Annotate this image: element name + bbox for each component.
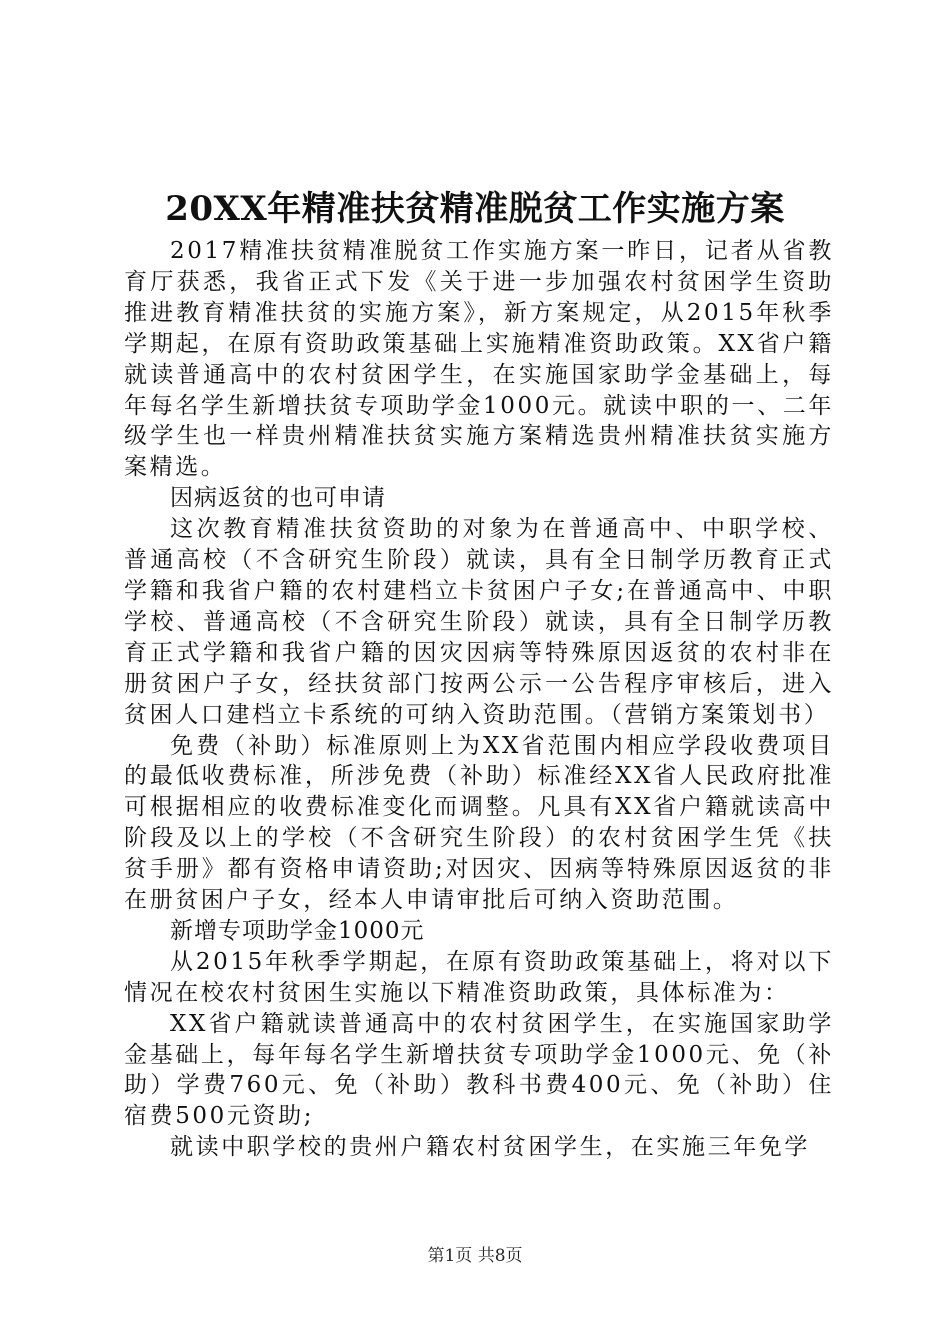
paragraph-vocational-aid: 就读中职学校的贵州户籍农村贫困学生，在实施三年免学 xyxy=(170,1134,810,1161)
section-heading-new-grant: 新增专项助学金1000元 xyxy=(170,917,425,944)
paragraph-fee-exemption-standard: 免费（补助）标准原则上为XX省范围内相应学段收费项目的最低收费标准，所涉免费（补助）标准经XX省人民政府批准可根据相应的收费标准变化而调整。凡具有XX省户籍就读高中阶段及以上的学校（不含研究生阶段）的农村贫困学生凭《扶贫手册》都有资格申请资助;对因灾、因病等特殊原因返贫的非在册贫困户子女，经本人申请审批后可纳入资助范围。 xyxy=(124,732,834,914)
page-number-footer: 第1页 共8页 xyxy=(427,1246,523,1266)
paragraph-high-school-aid: XX省户籍就读普通高中的农村贫困学生，在实施国家助学金基础上，每年每名学生新增扶贫专项助学金1000元、免（补助）学费760元、免（补助）教科书费400元、免（补助）住宿费500元资助; xyxy=(124,1010,834,1130)
section-heading-illness-poverty: 因病返贫的也可申请 xyxy=(170,485,386,512)
document-title: 20XX年精准扶贫精准脱贫工作实施方案 xyxy=(165,189,785,229)
document-body xyxy=(124,236,834,1163)
paragraph-eligible-recipients: 这次教育精准扶贫资助的对象为在普通高中、中职学校、普通高校（不含研究生阶段）就读，具有全日制学历教育正式学籍和我省户籍的农村建档立卡贫困户子女;在普通高中、中职学校、普通高校（不含研究生阶段）就读，具有全日制学历教育正式学籍和我省户籍的因灾因病等特殊原因返贫的农村非在册贫困户子女，经扶贫部门按两公示一公告程序审核后，进入贫困人口建档立卡系统的可纳入资助范围。（营销方案策划书） xyxy=(124,516,834,728)
paragraph-policy-start: 从2015年秋季学期起，在原有资助政策基础上，将对以下情况在校农村贫困生实施以下精准资助政策，具体标准为： xyxy=(124,948,834,1006)
paragraph-intro: 2017精准扶贫精准脱贫工作实施方案一昨日，记者从省教育厅获悉，我省正式下发《关于进一步加强农村贫困学生资助推进教育精准扶贫的实施方案》，新方案规定，从2015年秋季学期起，在原有资助政策基础上实施精准资助政策。XX省户籍就读普通高中的农村贫困学生，在实施国家助学金基础上，每年每名学生新增扶贫专项助学金1000元。就读中职的一、二年级学生也一样贵州精准扶贫实施方案精选贵州精准扶贫实施方案精选。 xyxy=(124,238,834,481)
